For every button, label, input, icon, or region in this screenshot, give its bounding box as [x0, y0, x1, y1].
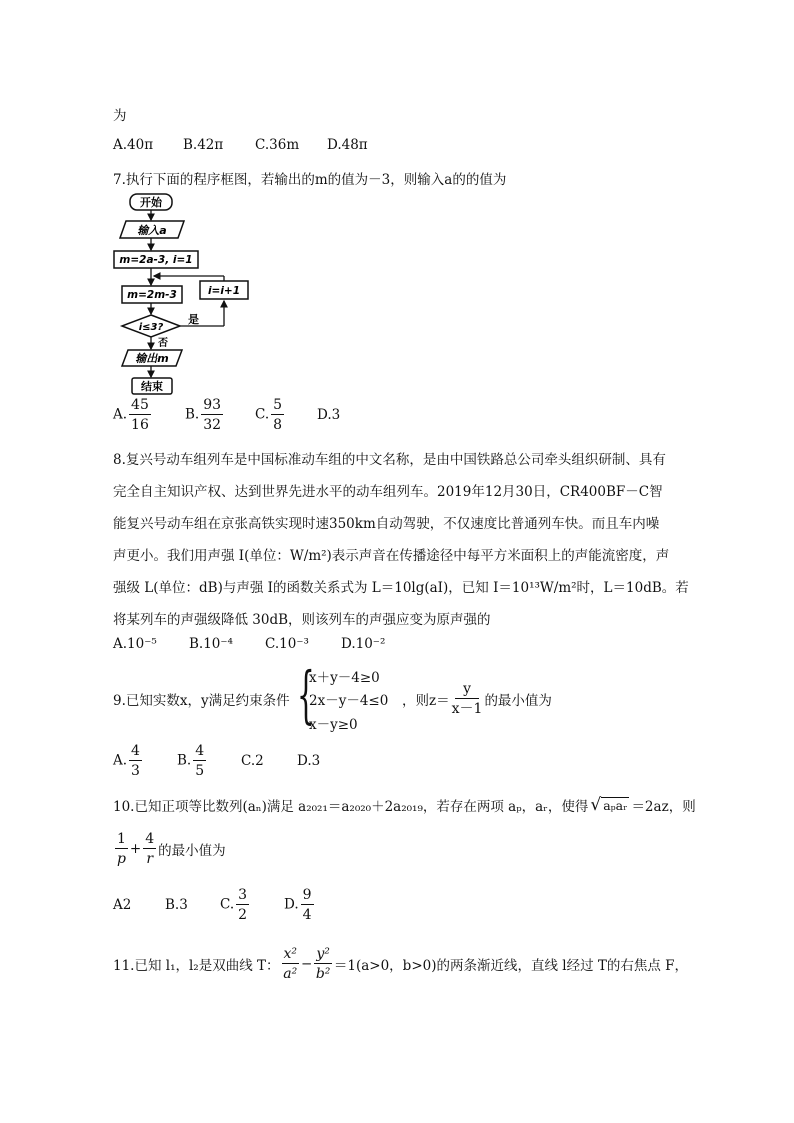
- q7-option-a-frac: [129, 398, 151, 432]
- q10-frac1-num: 1: [117, 831, 126, 847]
- q9-frac-num: y: [455, 682, 479, 699]
- q9-option-b-num: 4: [195, 743, 205, 759]
- q6-option-d: D.48π: [327, 137, 368, 153]
- q11-frac-1: [282, 947, 300, 981]
- q8-line-6: 将某列车的声强级降低 30dB，则该列车的声强应变为原声强的: [113, 612, 491, 628]
- q8-option-b: B.10⁻⁴: [189, 636, 233, 652]
- q10-option-c-den: 2: [238, 907, 248, 923]
- q8-option-c: C.10⁻³: [265, 636, 309, 652]
- flow-no-label: 否: [158, 338, 168, 349]
- q9-suffix: 的最小值为: [484, 693, 552, 709]
- q10-line1-prefix: 10.已知正项等比数列(aₙ)满足 a₂₀₂₁＝a₂₀₂₀＋2a₂₀₁₉，若存在两项 aₚ，aᵣ，使得: [113, 799, 589, 815]
- q10-option-c-label: C.: [220, 896, 235, 913]
- q9-option-a: [113, 744, 177, 778]
- flow-start-text: 开始: [140, 196, 162, 209]
- q11-frac-2: [314, 947, 332, 981]
- q9-option-a-frac: [129, 744, 142, 778]
- q11-frac1-num: x²: [283, 946, 298, 962]
- q10-sqrt-content: aₚaᵣ: [603, 798, 628, 813]
- q9-options: [113, 744, 320, 778]
- q10-line-1: [113, 795, 696, 815]
- q7-option-d: D.3: [317, 407, 341, 423]
- q7-option-c: [255, 398, 317, 432]
- flow-update-i-text: i=i+1: [207, 285, 241, 297]
- q9-option-c: C.2: [241, 753, 264, 769]
- q8-option-a: A.10⁻⁵: [113, 636, 157, 652]
- q6-option-a: A.40π: [113, 137, 154, 153]
- q9-brace: {: [297, 658, 315, 731]
- q11-frac2-num: y²: [316, 946, 330, 962]
- q9-option-a-label: A.: [113, 752, 128, 769]
- q9-constraint-2: 2x－y－4≤0: [309, 693, 389, 709]
- q7-option-a-num: 45: [131, 397, 149, 413]
- q7-option-c-label: C.: [255, 406, 270, 423]
- q7-option-b-den: 32: [203, 417, 222, 433]
- q10-options: [113, 888, 316, 922]
- q10-option-c-frac: [236, 888, 249, 922]
- q10-line-2: [113, 832, 226, 866]
- q7-options: [113, 398, 340, 432]
- q10-sqrt-sign: √: [590, 795, 602, 815]
- q10-frac1-den: p: [116, 851, 126, 867]
- q7-option-c-frac: [271, 398, 284, 432]
- q9-option-a-den: 3: [131, 763, 140, 779]
- q6-option-b: B.42π: [183, 137, 224, 153]
- q10-option-d: [284, 888, 316, 922]
- flow-input-text: 输入a: [137, 224, 167, 237]
- q11-line-1: [113, 947, 688, 981]
- q8-option-d: D.10⁻²: [341, 636, 386, 652]
- q10-frac-2: [143, 832, 156, 866]
- q11-prefix: 11.已知 l₁，l₂是双曲线 T：: [113, 958, 280, 974]
- q8-options: [113, 636, 385, 652]
- q9-frac: [452, 682, 483, 716]
- q7-option-a-label: A.: [113, 406, 128, 423]
- q10-frac2-den: r: [146, 851, 154, 867]
- flow-end-text: 结束: [141, 380, 163, 393]
- q9-frac-den: x－1: [451, 701, 483, 717]
- q10-frac-1: [115, 832, 128, 866]
- q9-prefix: 9.已知实数x，y满足约束条件: [113, 693, 290, 709]
- q10-option-c-num: 3: [238, 887, 248, 903]
- q9-objective: [402, 682, 552, 716]
- q10-option-d-num: 9: [302, 887, 312, 903]
- q6-options: [113, 137, 368, 153]
- q11-frac2-den: b²: [315, 966, 331, 982]
- q9-option-b-label: B.: [177, 752, 192, 769]
- q8-line-1: 8.复兴号动车组列车是中国标准动车组的中文名称，是由中国铁路总公司牵头组织研制、具有: [113, 452, 666, 468]
- q10-plus: +: [129, 841, 142, 857]
- q10-option-b: B.3: [165, 897, 188, 913]
- flow-condition-text: i≤3?: [138, 322, 164, 333]
- q10-line2-suffix: 的最小值为: [158, 843, 226, 859]
- q6-option-c: C.36m: [255, 137, 300, 153]
- flow-update-m-text: m=2m-3: [127, 289, 177, 301]
- q10-option-d-label: D.: [284, 896, 299, 913]
- q7-option-c-den: 8: [273, 417, 283, 433]
- q10-option-d-frac: [301, 888, 314, 922]
- q6-tail-text: 为: [113, 108, 127, 124]
- flow-yes-label: 是: [188, 313, 199, 326]
- q9-option-d: D.3: [297, 753, 321, 769]
- q7-stem: 7.执行下面的程序框图，若输出的m的值为－3，则输入a的的值为: [113, 172, 507, 188]
- q9-option-a-num: 4: [131, 743, 140, 759]
- q7-option-c-num: 5: [273, 397, 283, 413]
- q9-option-b: [177, 744, 241, 778]
- q9-mid: ，则z＝: [402, 693, 450, 709]
- q10-line1-suffix: ＝2az，则: [631, 799, 696, 815]
- q7-flowchart: [108, 190, 258, 400]
- q7-option-b-label: B.: [185, 406, 200, 423]
- q8-line-2: 完全自主知识产权、达到世界先进水平的动车组列车。2019年12月30日，CR400BF－C智: [113, 484, 663, 500]
- q7-option-a-den: 16: [131, 417, 149, 433]
- q9-option-b-frac: [193, 744, 206, 778]
- q7-option-a: [113, 398, 185, 432]
- q11-suffix: ＝1(a>0，b>0)的两条渐近线，直线 l经过 T的右焦点 F，: [333, 958, 689, 974]
- q8-line-4: 声更小。我们用声强 I(单位：W/m²)表示声音在传播途径中每平方米面积上的声能流密度，声: [113, 548, 670, 564]
- q8-line-5: 强级 L(单位：dB)与声强 I的函数关系式为 L＝10lg(aI)，已知 I＝10¹³W/m²时，L＝10dB。若: [113, 580, 689, 596]
- flow-init-text: m=2a-3, i=1: [119, 254, 193, 266]
- q11-frac1-den: a²: [283, 966, 298, 982]
- q10-frac2-num: 4: [145, 831, 155, 847]
- q10-option-d-den: 4: [302, 907, 312, 923]
- q10-sqrt: [590, 795, 629, 815]
- q10-option-a: A2: [113, 897, 132, 913]
- q7-option-b-num: 93: [203, 397, 222, 413]
- q10-option-c: [220, 888, 284, 922]
- q7-option-b-frac: [201, 398, 223, 432]
- q9-option-b-den: 5: [195, 763, 205, 779]
- flow-output-text: 输出m: [135, 352, 169, 365]
- q7-option-b: [185, 398, 255, 432]
- q11-minus: −: [301, 956, 313, 972]
- q9-constraint-3: x－y≥0: [309, 717, 358, 733]
- q9-constraint-1: x＋y－4≥0: [309, 670, 380, 686]
- q8-line-3: 能复兴号动车组在京张高铁实现时速350km自动驾驶，不仅速度比普通列车快。而且车内噪: [113, 516, 660, 532]
